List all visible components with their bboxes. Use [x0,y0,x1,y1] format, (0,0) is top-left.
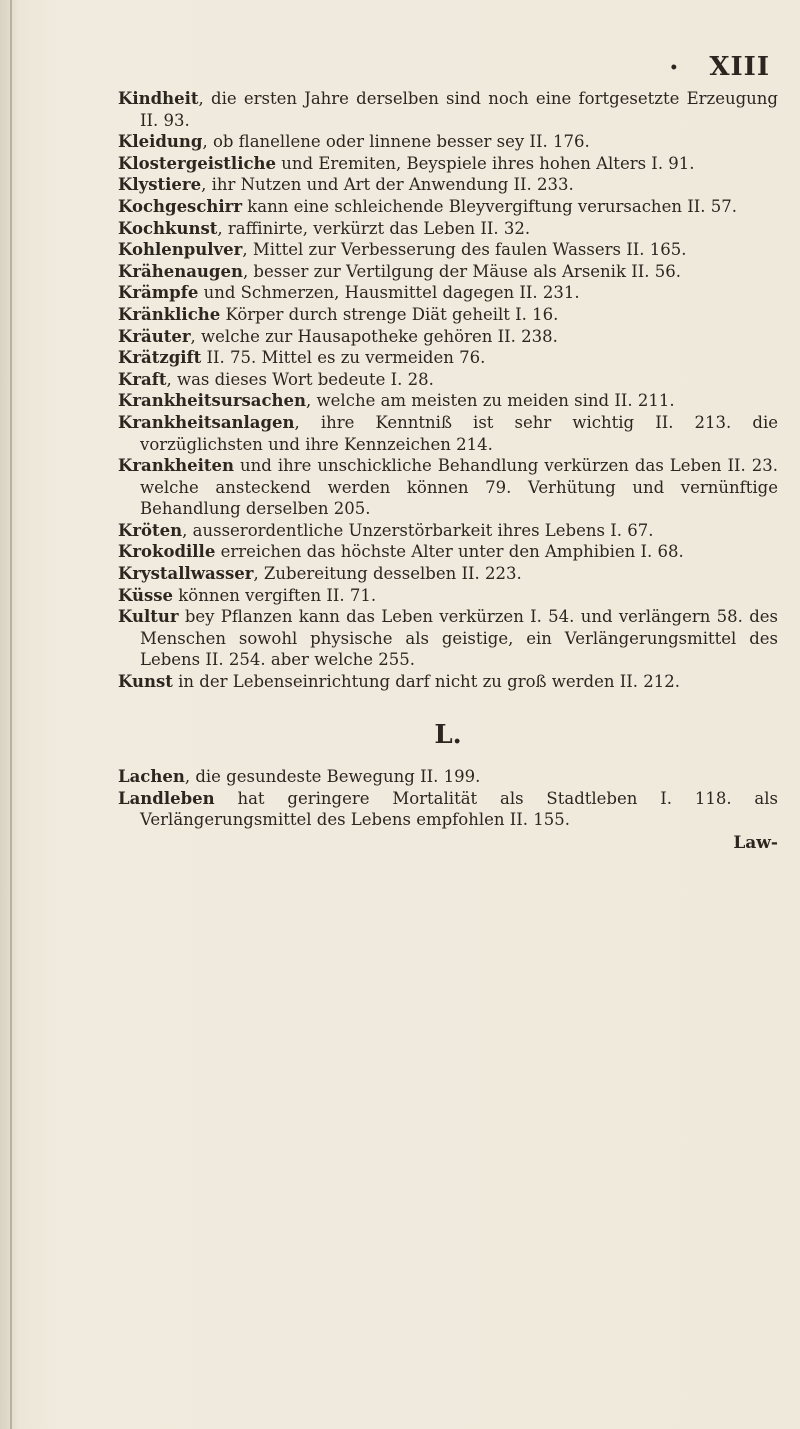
entry-headword: Krankheiten [118,456,235,476]
entry-headword: Landleben [118,788,215,808]
entry-text: bey Pflanzen kann das Leben verkürzen I. 54. und verlängern 58. des Menschen sowohl physische als geistige, ein Verlängerungsmittel des Lebens II. 254. aber welche 255. [140,607,778,670]
index-entry [118,585,778,607]
index-text [118,88,778,855]
catchword: Law- [733,833,778,853]
entry-text: II. 75. Mittel es zu vermeiden 76. [201,348,486,368]
index-entry [118,390,778,412]
entry-headword: Kleidung [118,132,203,152]
index-entry [118,174,778,196]
entry-headword: Lachen [118,767,185,787]
entry-text: , was dieses Wort bedeute I. 28. [166,369,434,389]
entry-headword: Kochkunst [118,218,218,238]
index-entry [118,196,778,218]
index-entry [118,88,778,131]
index-entry [118,412,778,455]
entry-headword: Kröten [118,520,183,540]
entry-headword: Krätzgift [118,348,202,368]
page-header [669,52,770,82]
entry-text: , besser zur Vertilgung der Mäuse als Arsenik II. 56. [242,261,681,281]
entry-headword: Kindheit [118,89,199,108]
entry-headword: Kränkliche [118,304,221,324]
entry-text: , ihr Nutzen und Art der Anwendung II. 233. [201,175,574,195]
index-entry [118,606,778,671]
entry-text: , welche am meisten zu meiden sind II. 211. [306,391,675,411]
entry-headword: Krankheitsanlagen [118,412,295,432]
entry-text: erreichen das höchste Alter unter den Amphibien I. 68. [215,542,684,562]
entry-text: und Eremiten, Beyspiele ihres hohen Alters I. 91. [276,153,695,173]
index-entry [118,261,778,283]
entry-headword: Krämpfe [118,283,199,303]
index-entry [118,326,778,348]
index-entry [118,347,778,369]
entry-headword: Kräuter [118,326,191,346]
index-entry [118,282,778,304]
index-entry [118,671,778,693]
index-section-l [118,766,778,831]
index-entry [118,563,778,585]
entry-text: und Schmerzen, Hausmittel dagegen II. 231. [198,283,580,303]
index-entry [118,153,778,175]
index-section-k [118,88,778,693]
entry-text: , Zubereitung desselben II. 223. [253,564,522,584]
entry-headword: Krankheitsursachen [118,391,307,411]
entry-text: in der Lebenseinrichtung darf nicht zu groß werden II. 212. [172,672,681,692]
entry-headword: Kraft [118,369,167,389]
index-entry [118,131,778,153]
index-entry [118,239,778,261]
entry-headword: Kochgeschirr [118,196,243,216]
entry-text: , ob flanellene oder linnene besser sey II. 176. [202,132,590,152]
index-entry [118,218,778,240]
entry-text: , ausserordentliche Unzerstörbarkeit ihres Lebens I. 67. [182,520,654,540]
entry-text: , raffinirte, verkürzt das Leben II. 32. [217,218,531,238]
index-entry [118,788,778,831]
index-entry [118,766,778,788]
index-entry [118,369,778,391]
index-entry [118,304,778,326]
entry-text: hat geringere Mortalität als Stadtleben I. 118. als Verlängerungsmittel des Lebens empfohlen II. 155. [140,788,778,830]
entry-text: , ihre Kenntniß ist sehr wichtig II. 213. die vorzüglichsten und ihre Kennzeichen 214. [140,412,778,454]
page-number: XIII [709,52,770,82]
entry-text: , welche zur Hausapotheke gehören II. 238. [190,326,558,346]
entry-text: Körper durch strenge Diät geheilt I. 16. [220,304,559,324]
entry-headword: Kohlenpulver [118,240,243,260]
entry-text: , die gesundeste Bewegung II. 199. [184,767,481,787]
entry-headword: Klystiere [118,175,202,195]
section-letter: L. [434,719,462,750]
entry-text: , Mittel zur Verbesserung des faulen Wassers II. 165. [242,240,687,260]
entry-text: kann eine schleichende Bleyvergiftung verursachen II. 57. [242,196,737,216]
entry-headword: Klostergeistliche [118,153,277,173]
entry-text: und ihre unschickliche Behandlung verkürzen das Leben II. 23. welche ansteckend werden können 79. Verhütung und vernünftige Behandlung derselben 205. [140,456,778,519]
entry-headword: Krähenaugen [118,261,243,281]
entry-text: , die ersten Jahre derselben sind noch eine fortgesetzte Erzeugung II. 93. [140,89,778,130]
entry-headword: Krystallwasser [118,564,254,584]
binding-edge [10,0,12,1429]
entry-headword: Küsse [118,585,174,605]
index-entry [118,455,778,520]
index-entry [118,541,778,563]
header-mark: • [669,60,680,76]
entry-headword: Kultur [118,607,179,627]
entry-headword: Krokodille [118,542,216,562]
entry-text: können vergiften II. 71. [173,585,377,605]
index-entry [118,520,778,542]
entry-headword: Kunst [118,672,173,692]
